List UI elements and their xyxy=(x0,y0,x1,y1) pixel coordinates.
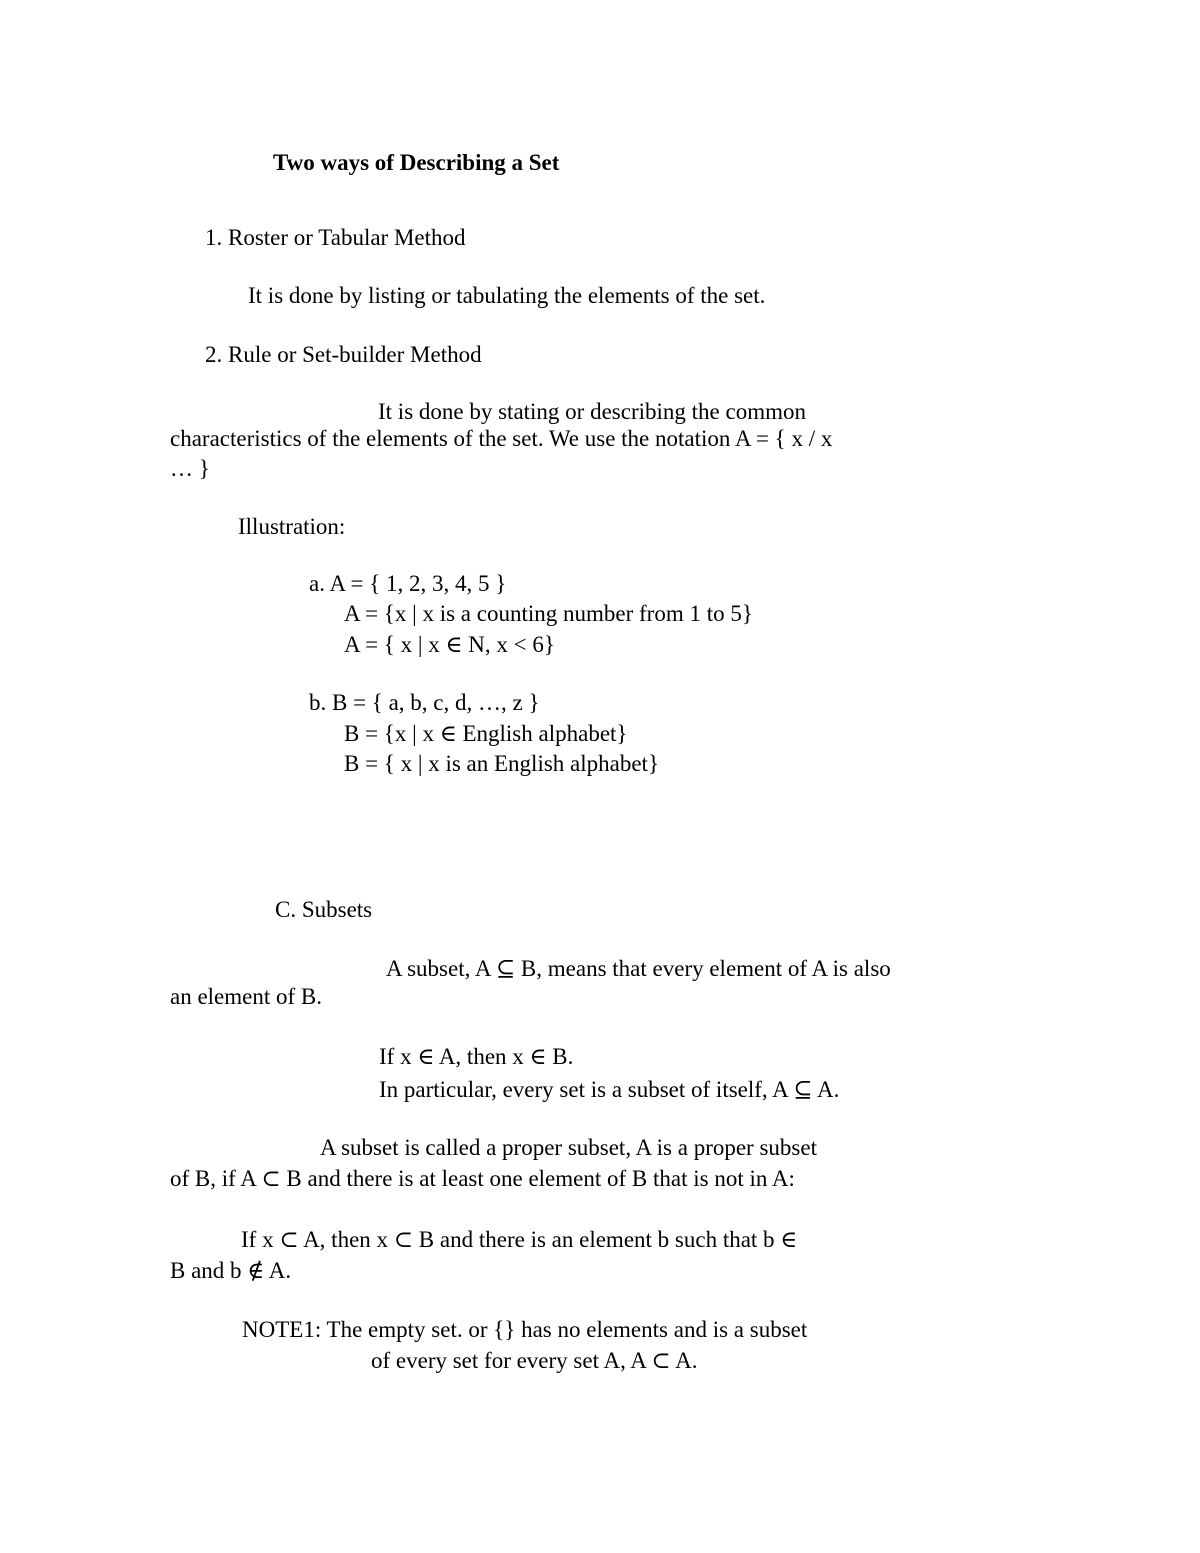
illustration-label: Illustration: xyxy=(238,514,346,539)
proper-subset-line1: A subset is called a proper subset, A is a proper subset xyxy=(320,1135,817,1160)
page-title: Two ways of Describing a Set xyxy=(273,150,560,175)
note1-line2: of every set for every set A, A ⊂ A. xyxy=(371,1348,698,1373)
rule-method-description-line3: … } xyxy=(170,456,210,481)
proper-subset-rule-line1: If x ⊂ A, then x ⊂ B and there is an element b such that b ∈ xyxy=(241,1227,798,1252)
subset-definition-line2: an element of B. xyxy=(170,984,323,1009)
subsets-heading: C. Subsets xyxy=(275,897,373,922)
proper-subset-rule-line2: B and b ∉ A. xyxy=(170,1258,292,1283)
roster-method-heading: 1. Roster or Tabular Method xyxy=(205,225,466,250)
subset-definition-line1: A subset, A ⊆ B, means that every element of A is also xyxy=(386,956,891,981)
example-a-roster: a. A = { 1, 2, 3, 4, 5 } xyxy=(309,571,507,596)
example-b-rule-2: B = { x | x is an English alphabet} xyxy=(344,751,659,776)
roster-method-description: It is done by listing or tabulating the elements of the set. xyxy=(248,283,766,308)
example-b-rule-1: B = {x | x ∈ English alphabet} xyxy=(344,721,628,746)
rule-method-description-line1: It is done by stating or describing the common xyxy=(378,399,806,424)
proper-subset-line2: of B, if A ⊂ B and there is at least one element of B that is not in A: xyxy=(170,1166,795,1191)
example-a-rule-1: A = {x | x is a counting number from 1 to 5} xyxy=(344,601,753,626)
example-b-roster: b. B = { a, b, c, d, …, z } xyxy=(309,690,540,715)
example-a-rule-2: A = { x | x ∈ N, x < 6} xyxy=(344,632,555,657)
rule-method-heading: 2. Rule or Set-builder Method xyxy=(205,342,482,367)
subset-rule-line1: If x ∈ A, then x ∈ B. xyxy=(379,1044,574,1069)
rule-method-description-line2: characteristics of the elements of the set. We use the notation A = { x / x xyxy=(170,426,833,451)
note1-line1: NOTE1: The empty set. or {} has no elements and is a subset xyxy=(242,1317,808,1342)
subset-rule-line2: In particular, every set is a subset of itself, A ⊆ A. xyxy=(379,1077,840,1102)
